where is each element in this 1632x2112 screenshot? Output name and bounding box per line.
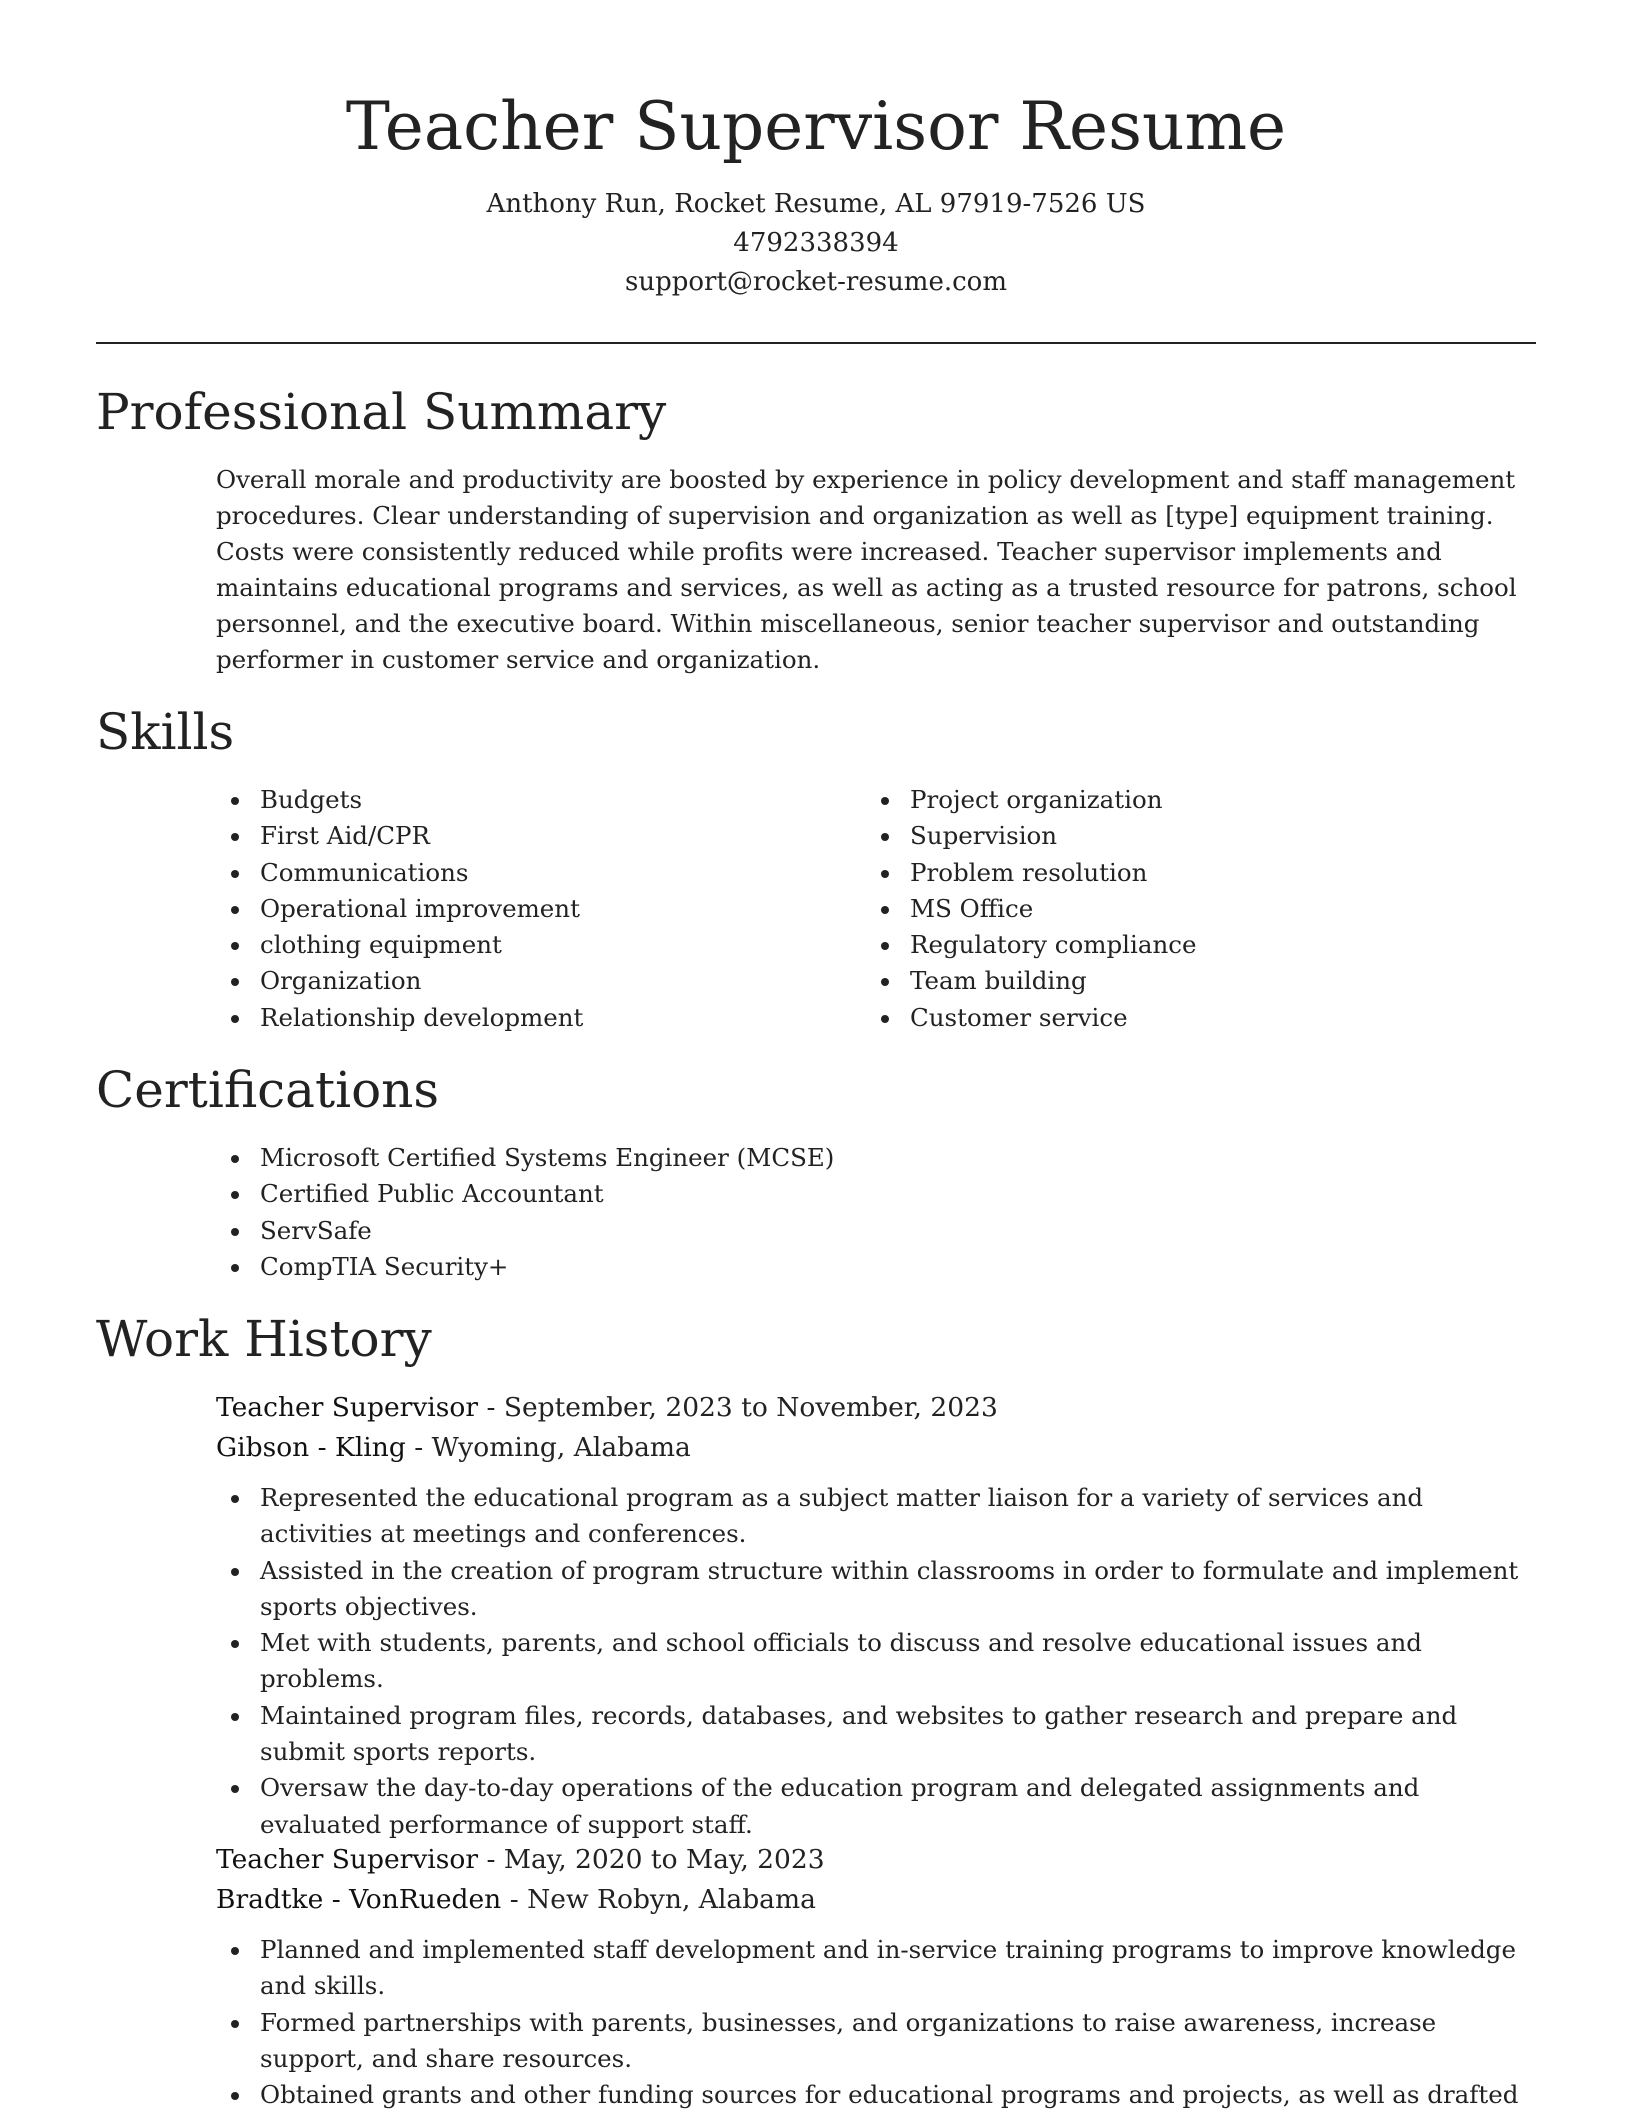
job-separator: - <box>414 1432 432 1463</box>
responsibility-item: Oversaw the day-to-day operations of the education program and delegated assignments and evaluated performance of support staff. <box>216 1770 1536 1843</box>
skills-list-right <box>866 782 1506 1036</box>
skill-item: First Aid/CPR <box>216 818 856 854</box>
header-divider <box>96 342 1536 344</box>
skill-item: Relationship development <box>216 1000 856 1036</box>
responsibility-item: Maintained program files, records, databases, and websites to gather research and prepare and submit sports reports. <box>216 1698 1536 1771</box>
job-company-line <box>216 1428 1536 1468</box>
summary-heading: Professional Summary <box>96 383 667 441</box>
job-dates: May, 2020 to May, 2023 <box>503 1844 825 1875</box>
responsibility-item: Met with students, parents, and school officials to discuss and resolve educational issues and problems. <box>216 1625 1536 1698</box>
skill-item: Team building <box>866 963 1506 999</box>
contact-email: support@rocket-resume.com <box>624 267 1007 297</box>
responsibility-item: Formed partnerships with parents, businesses, and organizations to raise awareness, increase support, and share resources. <box>216 2005 1536 2078</box>
skills-heading: Skills <box>96 703 235 761</box>
skill-item: MS Office <box>866 891 1506 927</box>
responsibility-item: Obtained grants and other funding sources for educational programs and projects, as well as drafted <box>216 2077 1536 2112</box>
responsibility-item: Planned and implemented staff development and in-service training programs to improve knowledge and skills. <box>216 1932 1536 2005</box>
certification-item: CompTIA Security+ <box>216 1249 1536 1285</box>
resume-header <box>0 82 1632 302</box>
job-responsibilities <box>216 1932 1536 2112</box>
skill-item: Budgets <box>216 782 856 818</box>
job-location: New Robyn, Alabama <box>527 1884 816 1915</box>
certification-item: ServSafe <box>216 1213 1536 1249</box>
job-responsibilities <box>216 1480 1536 1843</box>
job-separator: - <box>486 1844 504 1875</box>
job-company-line <box>216 1880 1536 1920</box>
skill-item: Operational improvement <box>216 891 856 927</box>
skill-item: clothing equipment <box>216 927 856 963</box>
skill-item: Project organization <box>866 782 1506 818</box>
resume-title: Teacher Supervisor Resume <box>345 88 1287 165</box>
skill-item: Customer service <box>866 1000 1506 1036</box>
skill-item: Problem resolution <box>866 855 1506 891</box>
job-dates: September, 2023 to November, 2023 <box>503 1392 998 1423</box>
work-history-heading: Work History <box>96 1310 432 1368</box>
job-separator: - <box>486 1392 504 1423</box>
job-title-line <box>216 1840 1536 1880</box>
certification-item: Microsoft Certified Systems Engineer (MCSE) <box>216 1140 1536 1176</box>
skill-item: Organization <box>216 963 856 999</box>
skill-item: Supervision <box>866 818 1506 854</box>
responsibility-item: Assisted in the creation of program structure within classrooms in order to formulate and implement sports objectives. <box>216 1553 1536 1626</box>
contact-phone: 4792338394 <box>733 228 899 258</box>
job-title-line <box>216 1388 1536 1428</box>
contact-info <box>0 185 1632 302</box>
summary-text: Overall morale and productivity are boosted by experience in policy development and staff management procedures. Clear understanding of supervision and organization as well as [type] equipment training. Costs were consistently reduced while profits were increased. Teacher supervisor implements and maintains educational programs and services, as well as acting as a trusted resource for patrons, school personnel, and the executive board. Within miscellaneous, senior teacher supervisor and outstanding performer in customer service and organization. <box>216 465 1517 674</box>
contact-address: Anthony Run, Rocket Resume, AL 97919-7526 US <box>486 189 1146 219</box>
job-location: Wyoming, Alabama <box>431 1432 691 1463</box>
job-company: Bradtke - VonRueden <box>216 1884 502 1915</box>
certification-item: Certified Public Accountant <box>216 1176 1536 1212</box>
job-company: Gibson - Kling <box>216 1432 406 1463</box>
skill-item: Regulatory compliance <box>866 927 1506 963</box>
skills-list-left <box>216 782 856 1036</box>
skill-item: Communications <box>216 855 856 891</box>
job-title: Teacher Supervisor <box>216 1392 478 1423</box>
responsibility-item: Represented the educational program as a subject matter liaison for a variety of services and activities at meetings and conferences. <box>216 1480 1536 1553</box>
job-entry <box>216 1840 1536 2112</box>
job-entry <box>216 1388 1536 1843</box>
job-separator: - <box>509 1884 528 1915</box>
certifications-list <box>216 1140 1536 1285</box>
job-title: Teacher Supervisor <box>216 1844 478 1875</box>
certifications-heading: Certifications <box>96 1061 440 1119</box>
